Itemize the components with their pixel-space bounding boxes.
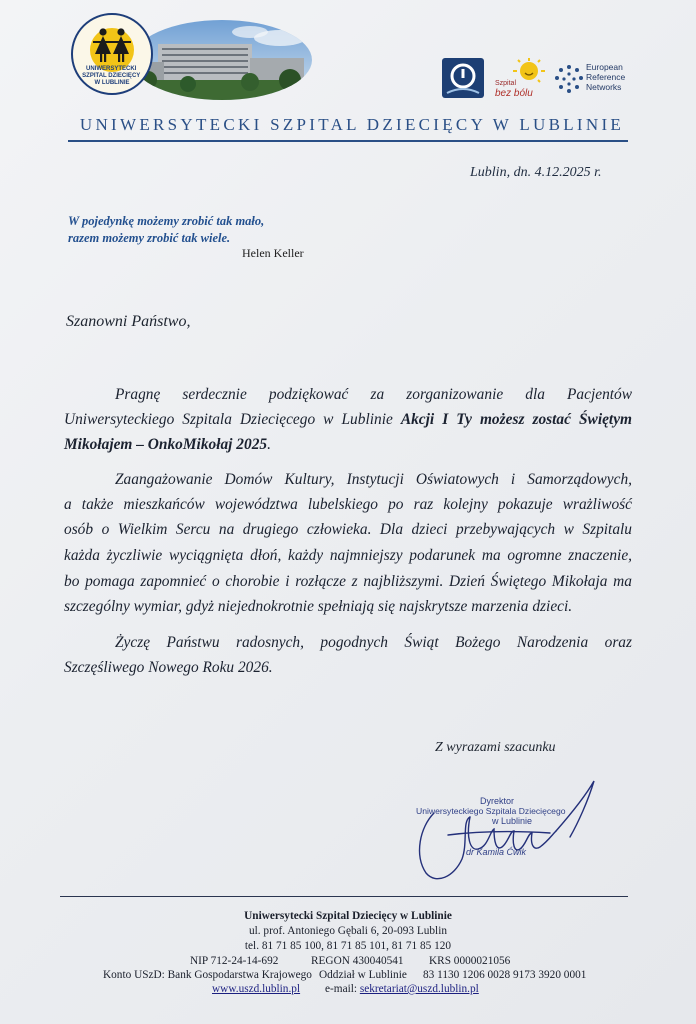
letterhead-title: UNIWERSYTECKI SZPITAL DZIECIĘCY W LUBLINIE [79, 115, 625, 134]
stamp-line-1: Dyrektor [480, 796, 515, 806]
paragraph-1-line-1: Pragnę serdecznie podziękować za zorganizowanie dla Pacjentów [115, 386, 632, 403]
paragraph-2-line-5: bo pomaga zapomnieć o chorobie i rozłącze z najbliższymi. Dzień Świętego Mikołaja ma [64, 573, 632, 590]
footer-website-link[interactable]: www.uszd.lublin.pl [212, 983, 301, 995]
footer-divider [60, 896, 628, 897]
footer-krs: KRS 0000021056 [429, 955, 511, 967]
hospital-building-photo [130, 18, 314, 102]
sun-logo-caption: bez bólu [495, 88, 533, 99]
quote-author: Helen Keller [242, 246, 304, 260]
paragraph-2-line-1: Zaangażowanie Domów Kultury, Instytucji Oświatowych i Samorządowych, [115, 471, 632, 488]
paragraph-2-line-6: szczególny wymiar, gdyż niejednokrotnie spełniają się najskrytsze marzenia dzieci. [64, 598, 573, 615]
logo-text-line3: W LUBLINIE [94, 80, 130, 86]
handwritten-signature [410, 777, 610, 885]
footer-hospital-name: Uniwersytecki Szpital Dziecięcy w Lublinie [244, 910, 452, 922]
logo-text-line2: SZPITAL DZIECIĘCY [82, 73, 141, 79]
footer-regon: REGON 430040541 [311, 955, 404, 967]
paragraph-2-line-4: każda życzliwie wyciągnięta dłoń, każdy najmniejszy podarunek ma ogromne znaczenie, [64, 547, 632, 564]
ern-text-line1: European [586, 62, 623, 72]
salutation: Szanowni Państwo, [66, 313, 191, 330]
paragraph-1-line-2 [64, 407, 632, 432]
footer-bank-branch: Oddział w Lublinie [319, 969, 407, 981]
action-name-continued: Mikołajem – OnkoMikołaj 2025 [64, 436, 268, 453]
paragraph-2-line-3: osób o Wielkim Sercu na drugiego człowieka. Dla dzieci przebywających w Szpitalu [64, 521, 632, 538]
period: . [267, 436, 271, 453]
paragraph-2-line-2: a także mieszkańców województwa lubelskiego po raz kolejny pokazuje wrażliwość [64, 496, 632, 513]
stamp-line-2: Uniwersyteckiego Szpitala Dziecięcego [416, 806, 566, 816]
logo-text-line1: UNIWERSYTECKI [85, 66, 137, 72]
quote-line-1: W pojedynkę możemy zrobić tak mało, [68, 214, 265, 228]
letter-date: Lublin, dn. 4.12.2025 r. [470, 165, 602, 180]
paragraph-3-line-1: Życzę Państwu radosnych, pogodnych Świąt Bożego Narodzenia oraz [115, 634, 632, 651]
ern-text-line3: Networks [586, 82, 622, 92]
closing-phrase: Z wyrazami szacunku [435, 740, 556, 755]
action-name: Akcji I Ty możesz zostać Świętym [400, 411, 632, 428]
signer-name: dr Kamila Ćwik [466, 847, 527, 857]
hospital-without-pain-logo [495, 58, 549, 100]
signature-block [410, 777, 610, 885]
paragraph-3-line-2: Szczęśliwego Nowego Roku 2026. [64, 659, 273, 676]
footer-email-row [325, 983, 479, 995]
footer-bank-account-number: 83 1130 1206 0028 9173 3920 0001 [423, 969, 587, 981]
header-divider [68, 140, 628, 142]
footer-address: ul. prof. Antoniego Gębali 6, 20-093 Lublin [249, 925, 447, 937]
sun-logo-caption-small: Szpital [495, 80, 517, 87]
quote-line-2: razem możemy zrobić tak wiele. [68, 231, 231, 245]
footer-email-link[interactable]: sekretariat@uszd.lublin.pl [359, 983, 479, 995]
footer-nip: NIP 712-24-14-692 [190, 955, 279, 967]
stamp-line-3: w Lublinie [492, 816, 533, 826]
european-reference-networks-logo [554, 62, 644, 98]
paragraph-1-line-3 [64, 432, 271, 457]
ern-dots-icon [554, 64, 584, 94]
ern-text-line2: Reference [586, 72, 626, 82]
footer-bank-account-label: Konto USzD: Bank Gospodarstwa Krajowego [103, 969, 312, 981]
quality-certificate-icon [441, 57, 485, 99]
paragraph-1-text: Uniwersyteckiego Szpitala Dziecięcego w Lublinie [64, 411, 401, 428]
footer-email-label: e-mail: [325, 983, 360, 995]
footer-phone: tel. 81 71 85 100, 81 71 85 101, 81 71 85 120 [244, 940, 452, 952]
hospital-logo [70, 12, 154, 96]
